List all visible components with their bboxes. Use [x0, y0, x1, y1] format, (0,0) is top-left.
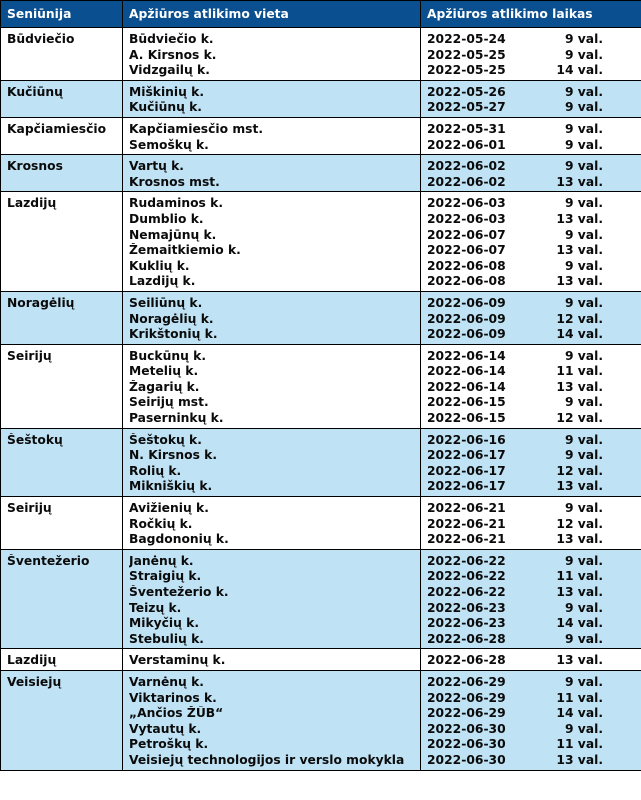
inspection-time: 9 val.: [564, 348, 603, 363]
table-row: [1, 497, 641, 550]
table-row: [1, 291, 641, 344]
datetime-line: [427, 517, 635, 533]
inspection-date: 2022-06-29: [427, 674, 506, 689]
seniunija-name: Seirijų: [7, 348, 52, 363]
datetime-line: [427, 411, 635, 427]
seniunija-name: Krosnos: [7, 159, 63, 174]
place-name: N. Kirsnos k.: [129, 448, 218, 463]
datetime-line: [427, 32, 635, 48]
place-cell: [123, 155, 421, 192]
datetime-line: [427, 380, 635, 396]
datetime-line: [427, 464, 635, 480]
place-name: Janėnų k.: [129, 553, 194, 568]
datetime-line: [427, 228, 635, 244]
datetime-line: [427, 138, 635, 154]
inspection-time: 11 val.: [556, 569, 603, 584]
time-cell: [421, 28, 641, 81]
inspection-date: 2022-06-17: [427, 479, 506, 494]
datetime-line: [427, 569, 635, 585]
datetime-line: [427, 159, 635, 175]
datetime-line: [427, 100, 635, 116]
place-name: Dumblio k.: [129, 211, 204, 226]
inspection-time: 9 val.: [564, 227, 603, 242]
inspection-time: 9 val.: [564, 432, 603, 447]
table-body: [1, 28, 641, 771]
datetime-line: [427, 196, 635, 212]
datetime-line: [427, 532, 635, 548]
inspection-date: 2022-06-22: [427, 569, 506, 584]
inspection-date: 2022-06-23: [427, 600, 506, 615]
inspection-date: 2022-06-30: [427, 752, 506, 767]
place-name: Būdviečio k.: [129, 32, 214, 46]
inspection-date: 2022-06-09: [427, 295, 506, 310]
place-cell: [123, 28, 421, 81]
header-row: [1, 1, 641, 28]
inspection-date: 2022-06-08: [427, 258, 506, 273]
seniunija-cell: [1, 428, 123, 496]
inspection-date: 2022-06-30: [427, 737, 506, 752]
inspection-time: 13 val.: [556, 211, 603, 226]
inspection-time: 14 val.: [556, 616, 603, 631]
datetime-line: [427, 691, 635, 707]
inspection-time: 13 val.: [556, 585, 603, 599]
inspection-time: 13 val.: [556, 532, 603, 547]
place-name: Metelių k.: [129, 364, 199, 379]
datetime-line: [427, 312, 635, 328]
table-row: [1, 117, 641, 154]
place-name: Šventežerio k.: [129, 585, 229, 599]
place-cell: [123, 192, 421, 292]
seniunija-cell: [1, 497, 123, 550]
place-name: A. Kirsnos k.: [129, 47, 217, 62]
seniunija-cell: [1, 344, 123, 428]
inspection-date: 2022-06-28: [427, 653, 506, 668]
datetime-line: [427, 601, 635, 617]
seniunija-name: Kučiūnų: [7, 84, 63, 99]
inspection-date: 2022-06-09: [427, 311, 506, 326]
inspection-time: 12 val.: [556, 411, 603, 426]
inspection-date: 2022-06-08: [427, 274, 506, 289]
datetime-line: [427, 653, 635, 669]
place-name: Kapčiamiesčio mst.: [129, 121, 264, 136]
datetime-line: [427, 433, 635, 449]
place-cell: [123, 80, 421, 117]
inspection-date: 2022-06-22: [427, 585, 506, 599]
place-name: Seiliūnų k.: [129, 295, 203, 310]
place-cell: [123, 117, 421, 154]
datetime-line: [427, 501, 635, 517]
table-row: [1, 344, 641, 428]
place-cell: [123, 649, 421, 671]
time-cell: [421, 80, 641, 117]
datetime-line: [427, 632, 635, 648]
inspection-time: 9 val.: [564, 674, 603, 689]
inspection-time: 11 val.: [556, 364, 603, 379]
place-name: Paserninkų k.: [129, 411, 224, 426]
time-cell: [421, 670, 641, 770]
inspection-date: 2022-06-03: [427, 196, 506, 211]
inspection-time: 9 val.: [564, 84, 603, 99]
seniunija-name: Šeštokų: [7, 432, 63, 447]
datetime-line: [427, 48, 635, 64]
time-cell: [421, 192, 641, 292]
inspection-time: 9 val.: [564, 47, 603, 62]
inspection-date: 2022-05-25: [427, 47, 506, 62]
header-time: Apžiūros atlikimo laikas: [421, 1, 641, 28]
table-row: [1, 28, 641, 81]
datetime-line: [427, 274, 635, 290]
place-name: Viktarinos k.: [129, 690, 217, 705]
inspection-date: 2022-06-16: [427, 432, 506, 447]
inspection-date: 2022-05-27: [427, 100, 506, 115]
datetime-line: [427, 85, 635, 101]
inspection-date: 2022-05-24: [427, 32, 506, 46]
place-name: Buckūnų k.: [129, 348, 206, 363]
seniunija-cell: [1, 649, 123, 671]
inspection-time: 9 val.: [564, 258, 603, 273]
inspection-time: 11 val.: [556, 737, 603, 752]
inspection-time: 14 val.: [556, 706, 603, 721]
seniunija-name: Veisiejų: [7, 674, 62, 689]
inspection-date: 2022-06-02: [427, 159, 506, 174]
inspection-time: 9 val.: [564, 159, 603, 174]
seniunija-name: Kapčiamiesčio: [7, 121, 107, 136]
seniunija-cell: [1, 117, 123, 154]
inspection-date: 2022-06-14: [427, 379, 506, 394]
seniunija-cell: [1, 28, 123, 81]
seniunija-cell: [1, 155, 123, 192]
inspection-date: 2022-06-03: [427, 211, 506, 226]
time-cell: [421, 291, 641, 344]
seniunija-name: Būdviečio: [7, 32, 75, 46]
inspection-time: 9 val.: [564, 137, 603, 152]
inspection-date: 2022-05-26: [427, 84, 506, 99]
time-cell: [421, 649, 641, 671]
table-row: [1, 549, 641, 649]
place-name: Krosnos mst.: [129, 174, 220, 189]
datetime-line: [427, 554, 635, 570]
inspection-date: 2022-06-15: [427, 411, 506, 426]
datetime-line: [427, 706, 635, 722]
inspection-time: 14 val.: [556, 327, 603, 342]
seniunija-cell: [1, 80, 123, 117]
inspection-time: 13 val.: [556, 274, 603, 289]
place-name: Straigių k.: [129, 569, 202, 584]
place-cell: [123, 344, 421, 428]
inspection-time: 12 val.: [556, 516, 603, 531]
datetime-line: [427, 448, 635, 464]
seniunija-cell: [1, 291, 123, 344]
place-name: Petroškų k.: [129, 737, 209, 752]
inspection-date: 2022-06-17: [427, 463, 506, 478]
inspection-time: 9 val.: [564, 600, 603, 615]
inspection-date: 2022-05-31: [427, 121, 506, 136]
header-place: Apžiūros atlikimo vieta: [123, 1, 421, 28]
place-name: Žagarių k.: [129, 379, 200, 394]
inspection-time: 13 val.: [556, 174, 603, 189]
place-name: Stebulių k.: [129, 631, 204, 646]
place-name: Varnėnų k.: [129, 674, 204, 689]
datetime-line: [427, 395, 635, 411]
inspection-date: 2022-06-22: [427, 553, 506, 568]
inspection-date: 2022-06-28: [427, 631, 506, 646]
place-name: Verstaminų k.: [129, 653, 226, 668]
datetime-line: [427, 175, 635, 191]
inspection-date: 2022-06-02: [427, 174, 506, 189]
inspection-date: 2022-06-14: [427, 364, 506, 379]
place-cell: [123, 497, 421, 550]
inspection-time: 14 val.: [556, 63, 603, 78]
place-name: Ročkių k.: [129, 516, 193, 531]
place-name: Lazdijų k.: [129, 274, 196, 289]
time-cell: [421, 497, 641, 550]
place-name: „Ančios ŽŪB“: [129, 706, 224, 721]
inspection-date: 2022-05-25: [427, 63, 506, 78]
datetime-line: [427, 585, 635, 601]
place-name: Šeštokų k.: [129, 432, 202, 447]
place-name: Bagdononių k.: [129, 532, 229, 547]
place-cell: [123, 291, 421, 344]
inspection-time: 9 val.: [564, 501, 603, 516]
inspection-time: 9 val.: [564, 121, 603, 136]
inspection-time: 9 val.: [564, 721, 603, 736]
time-cell: [421, 155, 641, 192]
time-cell: [421, 549, 641, 649]
datetime-line: [427, 259, 635, 275]
place-name: Teizų k.: [129, 600, 182, 615]
inspection-time: 13 val.: [556, 752, 603, 767]
inspection-time: 13 val.: [556, 379, 603, 394]
datetime-line: [427, 722, 635, 738]
inspection-date: 2022-06-01: [427, 137, 506, 152]
table-row: [1, 192, 641, 292]
place-name: Kučiūnų k.: [129, 100, 202, 115]
inspection-date: 2022-06-07: [427, 243, 506, 258]
seniunija-name: Seirijų: [7, 501, 52, 516]
place-name: Rudaminos k.: [129, 196, 224, 211]
datetime-line: [427, 296, 635, 312]
inspection-date: 2022-06-09: [427, 327, 506, 342]
place-cell: [123, 549, 421, 649]
datetime-line: [427, 753, 635, 769]
inspection-date: 2022-06-21: [427, 532, 506, 547]
inspection-time: 9 val.: [564, 32, 603, 46]
place-name: Nemajūnų k.: [129, 227, 217, 242]
table-row: [1, 670, 641, 770]
seniunija-cell: [1, 192, 123, 292]
inspection-time: 9 val.: [564, 631, 603, 646]
place-cell: [123, 670, 421, 770]
place-name: Miškinių k.: [129, 84, 205, 99]
datetime-line: [427, 327, 635, 343]
seniunija-cell: [1, 670, 123, 770]
place-cell: [123, 428, 421, 496]
place-name: Veisiejų technologijos ir verslo mokykla: [129, 752, 405, 767]
table-header: [1, 1, 641, 28]
inspection-time: 11 val.: [556, 690, 603, 705]
inspection-time: 13 val.: [556, 479, 603, 494]
time-cell: [421, 117, 641, 154]
inspection-time: 9 val.: [564, 448, 603, 463]
seniunija-name: Lazdijų: [7, 196, 57, 211]
header-seniunija: Seniūnija: [1, 1, 123, 28]
place-name: Vidzgailų k.: [129, 63, 210, 78]
place-name: Rolių k.: [129, 463, 182, 478]
datetime-line: [427, 349, 635, 365]
inspection-date: 2022-06-29: [427, 690, 506, 705]
inspection-time: 12 val.: [556, 463, 603, 478]
table-row: [1, 428, 641, 496]
inspection-date: 2022-06-29: [427, 706, 506, 721]
time-cell: [421, 428, 641, 496]
inspection-time: 9 val.: [564, 295, 603, 310]
inspection-time: 13 val.: [556, 653, 603, 668]
seniunija-name: Šventežerio: [7, 553, 90, 568]
table-row: [1, 80, 641, 117]
place-name: Vartų k.: [129, 159, 184, 174]
inspection-date: 2022-06-17: [427, 448, 506, 463]
datetime-line: [427, 479, 635, 495]
datetime-line: [427, 675, 635, 691]
table-row: [1, 155, 641, 192]
seniunija-name: Lazdijų: [7, 653, 57, 668]
place-name: Semoškų k.: [129, 137, 209, 152]
inspection-time: 9 val.: [564, 196, 603, 211]
place-name: Seirijų mst.: [129, 395, 209, 410]
inspection-date: 2022-06-14: [427, 348, 506, 363]
inspection-date: 2022-06-07: [427, 227, 506, 242]
inspection-time: 9 val.: [564, 100, 603, 115]
datetime-line: [427, 212, 635, 228]
place-name: Krikštonių k.: [129, 327, 218, 342]
table-row: [1, 649, 641, 671]
inspection-time: 9 val.: [564, 553, 603, 568]
inspection-date: 2022-06-21: [427, 501, 506, 516]
place-name: Vytautų k.: [129, 721, 202, 736]
place-name: Žemaitkiemio k.: [129, 243, 241, 258]
datetime-line: [427, 737, 635, 753]
place-name: Avižienių k.: [129, 501, 209, 516]
time-cell: [421, 344, 641, 428]
place-name: Mikniškių k.: [129, 479, 213, 494]
datetime-line: [427, 243, 635, 259]
place-name: Kuklių k.: [129, 258, 190, 273]
inspection-time: 12 val.: [556, 311, 603, 326]
datetime-line: [427, 616, 635, 632]
inspection-time: 13 val.: [556, 243, 603, 258]
inspection-date: 2022-06-15: [427, 395, 506, 410]
seniunija-cell: [1, 549, 123, 649]
datetime-line: [427, 364, 635, 380]
inspection-time: 9 val.: [564, 395, 603, 410]
inspection-date: 2022-06-21: [427, 516, 506, 531]
seniunija-name: Noragėlių: [7, 295, 75, 310]
inspection-date: 2022-06-23: [427, 616, 506, 631]
inspection-date: 2022-06-30: [427, 721, 506, 736]
place-name: Mikyčių k.: [129, 616, 200, 631]
datetime-line: [427, 122, 635, 138]
datetime-line: [427, 63, 635, 79]
place-name: Noragėlių k.: [129, 311, 214, 326]
